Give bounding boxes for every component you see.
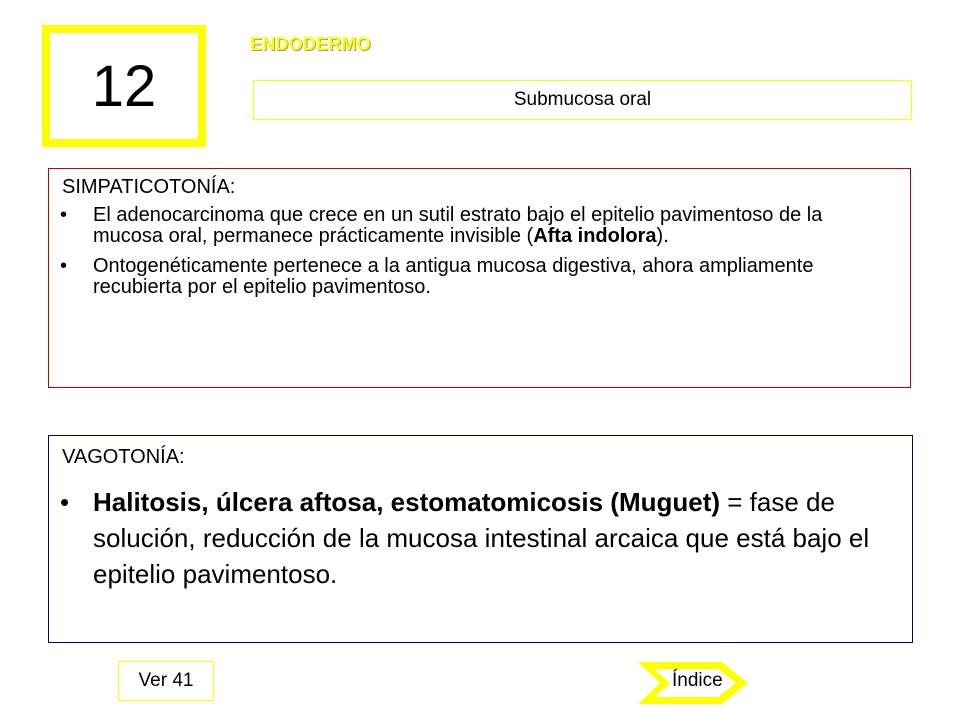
slide-number: 12 xyxy=(91,53,157,119)
subtitle-box xyxy=(253,80,912,120)
bullet-emphasis: Halitosis, úlcera aftosa, estomatomicosis (Muguet) xyxy=(93,487,721,517)
bullet-text-start: El adenocarcinoma que crece en un sutil estrato bajo el epitelio pavimentoso de la mucosa oral, permanece prácticamente invisible ( xyxy=(93,204,823,247)
bullet-icon: • xyxy=(60,255,68,277)
vagotonia-heading: VAGOTONÍA: xyxy=(62,446,185,468)
list-item xyxy=(49,256,896,298)
see-slide-label: Ver 41 xyxy=(138,670,194,691)
list-item xyxy=(49,484,898,592)
bullet-text: Ontogenéticamente pertenece a la antigua mucosa digestiva, ahora ampliamente recubierta por el epitelio pavimentoso. xyxy=(93,255,814,298)
sympathicotonia-panel xyxy=(48,168,911,388)
section-label: ENDODERMO xyxy=(250,34,371,54)
bullet-text-end: ). xyxy=(656,225,669,247)
vagotonia-list xyxy=(49,484,898,592)
bullet-icon: • xyxy=(60,204,68,226)
bullet-icon: • xyxy=(60,487,70,517)
index-label: Índice xyxy=(672,670,723,691)
bullet-emphasis: Afta indolora xyxy=(533,225,657,247)
see-slide-link[interactable] xyxy=(118,661,214,701)
list-item xyxy=(49,205,896,247)
sympathicotonia-list xyxy=(49,205,896,307)
vagotonia-panel xyxy=(48,435,913,643)
slide-number-box xyxy=(42,25,206,147)
sympathicotonia-heading: SIMPATICOTONÍA: xyxy=(62,176,236,198)
index-button[interactable] xyxy=(636,660,752,706)
bullet-text-end: = fase de solución, reducción de la mucosa intestinal arcaica que está bajo el epitelio pavimentoso. xyxy=(93,487,870,589)
subtitle-text: Submucosa oral xyxy=(513,89,652,110)
